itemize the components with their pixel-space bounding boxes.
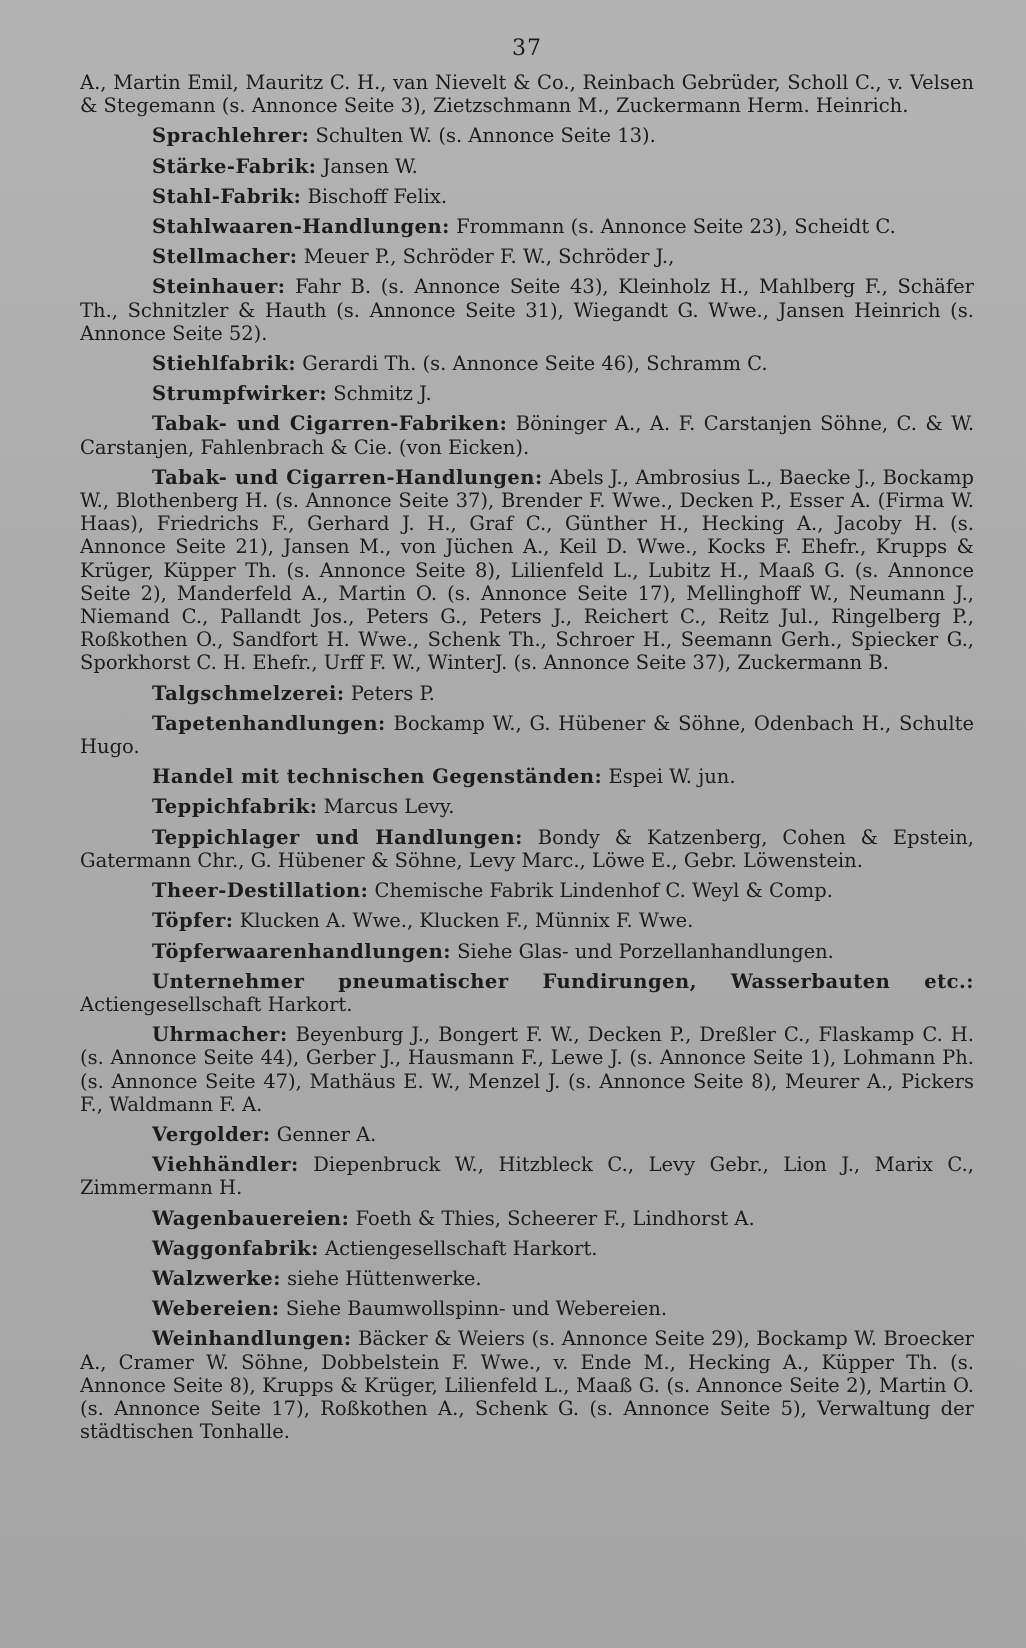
entry-text: Espei W. jun. <box>608 765 736 789</box>
entry-category: Tapetenhandlungen: <box>152 711 386 735</box>
entry-text: Fahr B. (s. Annonce Seite 43), Kleinholz H., Mahlberg F., Schäfer Th., Schnitzler & Hauth (s. Annonce Seite 31), Wiegandt G. Wwe., Jansen Heinrich (s. Annonce Seite 52). <box>80 275 974 345</box>
entry-text: Siehe Glas- und Porzellanhandlungen. <box>457 939 834 963</box>
entry-stahlwaaren <box>80 215 974 238</box>
entry-toepferwaaren <box>80 940 974 963</box>
entry-waggonfabrik <box>80 1237 974 1260</box>
entry-category: Stellmacher: <box>152 245 298 269</box>
entry-wagenbauereien <box>80 1207 974 1230</box>
entry-category: Steinhauer: <box>152 275 286 299</box>
entry-category: Stahlwaaren-Handlungen: <box>152 215 450 239</box>
entry-tabak-handlungen <box>80 466 974 675</box>
entry-category: Töpferwaarenhandlungen: <box>152 939 451 963</box>
entry-text: Klucken A. Wwe., Klucken F., Münnix F. Wwe. <box>239 909 694 933</box>
entry-webereien <box>80 1297 974 1320</box>
entry-stellmacher <box>80 245 974 268</box>
entry-uhrmacher <box>80 1023 974 1116</box>
entry-text: Bockamp W., G. Hübener & Söhne, Odenbach H., Schulte Hugo. <box>80 711 974 759</box>
entry-category: Töpfer: <box>152 909 234 933</box>
entry-category: Unternehmer pneumatischer Fundirungen, Wasserbauten etc.: <box>152 969 974 993</box>
entry-text: Frommann (s. Annonce Seite 23), Scheidt C. <box>456 215 896 239</box>
entry-text: Schmitz J. <box>333 382 432 406</box>
entry-teppichlager <box>80 826 974 872</box>
entry-theer-destillation <box>80 879 974 902</box>
directory-entries <box>80 71 974 1443</box>
entry-sprachlehrer <box>80 124 974 147</box>
entry-continuation <box>80 71 974 117</box>
entry-staerke-fabrik <box>80 155 974 178</box>
entry-category: Theer-Destillation: <box>152 879 369 903</box>
entry-category: Weinhandlungen: <box>152 1327 352 1351</box>
entry-tapetenhandlungen <box>80 712 974 758</box>
entry-category: Viehhändler: <box>152 1153 299 1177</box>
entry-talgschmelzerei <box>80 682 974 705</box>
entry-category: Tabak- und Cigarren-Handlungen: <box>152 465 543 489</box>
entry-stahl-fabrik <box>80 185 974 208</box>
entry-category: Handel mit technischen Gegenständen: <box>152 765 603 789</box>
entry-text: Gerardi Th. (s. Annonce Seite 46), Schramm C. <box>302 352 768 376</box>
entry-text: Böninger A., A. F. Carstanjen Söhne, C. & W. Carstanjen, Fahlenbrach & Cie. (von Eicken). <box>80 412 975 459</box>
entry-weinhandlungen <box>80 1327 974 1443</box>
page-number: 37 <box>512 36 542 61</box>
entry-text: A., Martin Emil, Mauritz C. H., van Nievelt & Co., Reinbach Gebrüder, Scholl C., v. Velsen & Stegemann (s. Annonce Seite 3), Zietzschmann M., Zuckermann Herm. Heinrich. <box>80 71 974 118</box>
entry-text: Meuer P., Schröder F. W., Schröder J., <box>303 245 675 269</box>
entry-strumpfwirker <box>80 382 974 405</box>
entry-text: Marcus Levy. <box>323 795 455 819</box>
entry-text: Chemische Fabrik Lindenhof C. Weyl & Comp. <box>374 879 833 903</box>
entry-category: Stahl-Fabrik: <box>152 184 302 208</box>
entry-toepfer <box>80 909 974 932</box>
entry-viehhaendler <box>80 1153 974 1199</box>
entry-category: Waggonfabrik: <box>152 1236 319 1260</box>
entry-teppichfabrik <box>80 795 974 818</box>
entry-category: Teppichlager und Handlungen: <box>152 825 523 849</box>
entry-category: Strumpfwirker: <box>152 382 328 406</box>
entry-text: Peters P. <box>350 681 435 705</box>
entry-vergolder <box>80 1123 974 1146</box>
entry-text: Schulten W. (s. Annonce Seite 13). <box>315 124 656 148</box>
entry-walzwerke <box>80 1267 974 1290</box>
entry-category: Sprachlehrer: <box>152 124 310 148</box>
entry-text: Bäcker & Weiers (s. Annonce Seite 29), Bockamp W. Broecker A., Cramer W. Söhne, Dobbelstein F. Wwe., v. Ende M., Hecking A., Küpper Th. (s. Annonce Seite 8), Krupps & Krüger, Lilienfeld L., Maaß G. (s. Annonce Seite 2), Martin O. (s. Annonce Seite 17), Roßkothen A., Schenk G. (s. Annonce Seite 5), Verwaltung der städtischen Tonhalle. <box>80 1327 974 1444</box>
entry-text: Beyenburg J., Bongert F. W., Decken P., Dreßler C., Flaskamp C. H. (s. Annonce Seite 44), Gerber J., Hausmann F., Lewe J. (s. Annonce Seite 1), Lohmann Ph. (s. Annonce Seite 47), Mathäus E. W., Menzel J. (s. Annonce Seite 8), Meurer A., Pickers F., Waldmann F. A. <box>80 1023 975 1116</box>
entry-text: Siehe Baumwollspinn- und Webereien. <box>285 1297 668 1321</box>
entry-category: Teppichfabrik: <box>152 795 318 819</box>
entry-tabak-fabriken <box>80 412 974 458</box>
entry-text: Actiengesellschaft Harkort. <box>80 992 353 1016</box>
entry-text: Actiengesellschaft Harkort. <box>325 1236 598 1260</box>
entry-category: Stärke-Fabrik: <box>152 154 317 178</box>
entry-category: Vergolder: <box>152 1122 271 1146</box>
entry-steinhauer <box>80 275 974 345</box>
entry-text: Jansen W. <box>322 154 418 178</box>
entry-category: Talgschmelzerei: <box>152 681 345 705</box>
entry-technische-gegenstaende <box>80 765 974 788</box>
entry-text: Bischoff Felix. <box>307 184 448 208</box>
entry-text: Diepenbruck W., Hitzbleck C., Levy Gebr., Lion J., Marix C., Zimmermann H. <box>80 1153 974 1200</box>
entry-category: Stiehlfabrik: <box>152 352 297 376</box>
entry-stiehlfabrik <box>80 352 974 375</box>
entry-text: Abels J., Ambrosius L., Baecke J., Bockamp W., Blothenberg H. (s. Annonce Seite 37), Brender F. Wwe., Decken P., Esser A. (Firma W. Haas), Friedrichs F., Gerhard J. H., Graf C., Günther H., Hecking A., Jacoby H. (s. Annonce Seite 21), Jansen M., von Jüchen A., Keil D. Wwe., Kocks F. Ehefr., Krupps & Krüger, Küpper Th. (s. Annonce Seite 8), Lilienfeld L., Lubitz H., Maaß G. (s. Annonce Seite 2), Manderfeld A., Martin O. (s. Annonce Seite 17), Mellinghoff W., Neumann J., Niemand C., Pallandt Jos., Peters G., Peters J., Reichert C., Reitz Jul., Ringelberg P., Roßkothen O., Sandfort H. Wwe., Schenk Th., Schroer H., Seemann Gerh., Spiecker G., Sporkhorst C. H. Ehefr., Urff F. W., WinterJ. (s. Annonce Seite 37), Zuckermann B. <box>80 465 974 675</box>
entry-text: Foeth & Thies, Scheerer F., Lindhorst A. <box>355 1206 755 1230</box>
entry-text: Bondy & Katzenberg, Cohen & Epstein, Gatermann Chr., G. Hübener & Söhne, Levy Marc., Löwe E., Gebr. Löwenstein. <box>80 825 974 872</box>
entry-category: Walzwerke: <box>152 1266 281 1290</box>
entry-category: Tabak- und Cigarren-Fabriken: <box>152 412 508 436</box>
entry-unternehmer <box>80 970 974 1016</box>
entry-text: Genner A. <box>276 1122 377 1146</box>
entry-category: Webereien: <box>152 1297 280 1321</box>
entry-text: siehe Hüttenwerke. <box>287 1266 482 1290</box>
entry-category: Uhrmacher: <box>152 1023 288 1047</box>
entry-category: Wagenbauereien: <box>152 1206 350 1230</box>
